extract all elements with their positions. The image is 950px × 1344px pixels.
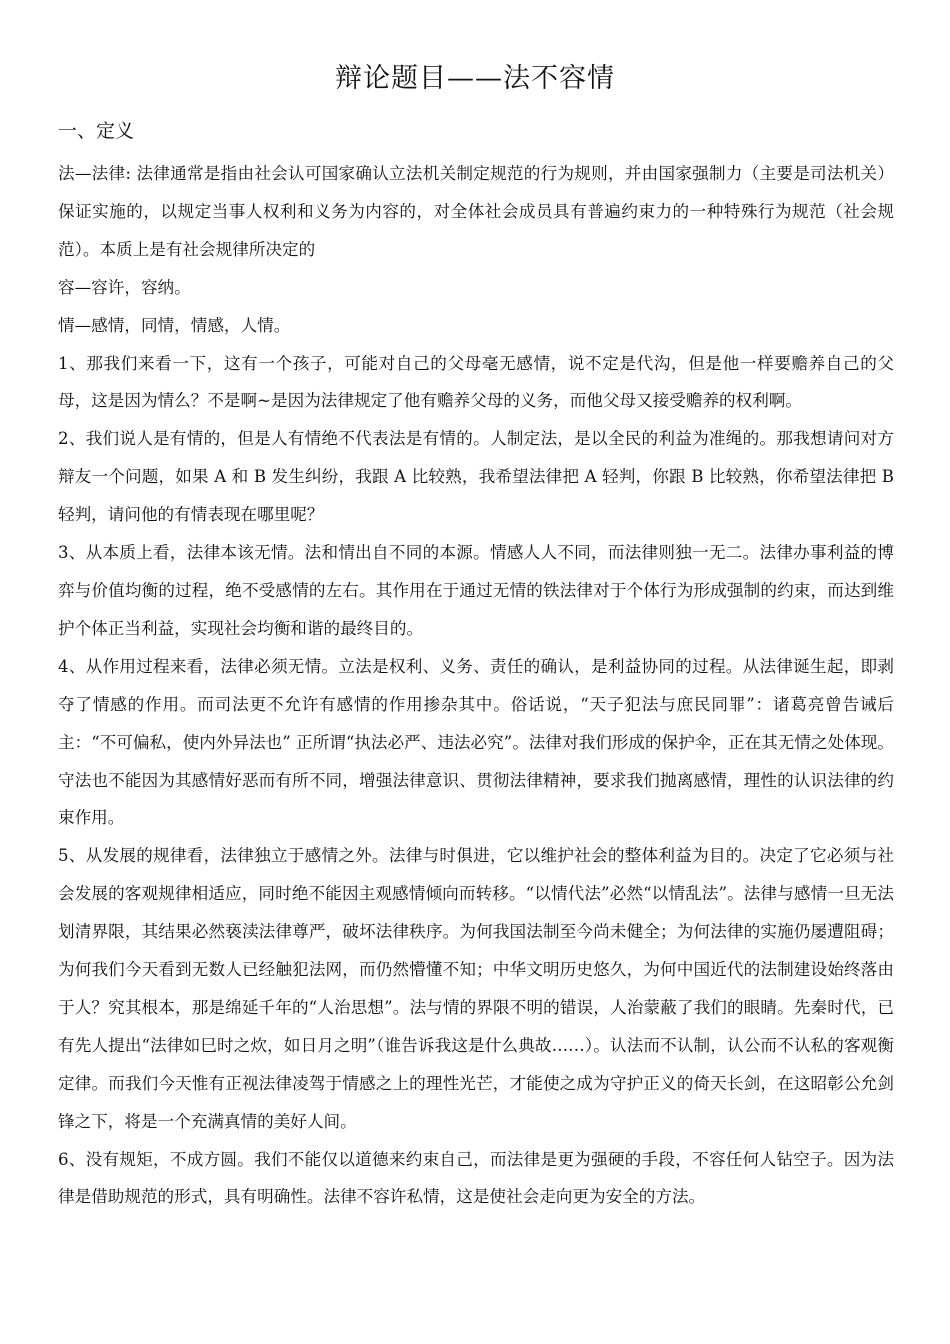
paragraph-definition-law: 法—法律: 法律通常是指由社会认可国家确认立法机关制定规范的行为规则，并由国家强制力（主要是司法机关）保证实施的，以规定当事人权利和义务为内容的，对全体社会成员具有普遍约束力的一种特殊行为规范（社会规范）。本质上是有社会规律所决定的 xyxy=(58,164,894,259)
paragraph-definition-qing: 情—感情，同情，情感，人情。 xyxy=(58,315,291,335)
paragraph-point-4: 4、从作用过程来看，法律必须无情。立法是权利、义务、责任的确认，是利益协同的过程。从法律诞生起，即剥夺了情感的作用。而司法更不允许有感情的作用掺杂其中。俗话说，“天子犯法与庶民同罪”：诸葛亮曾告诫后主：“不可偏私，使内外异法也” 正所谓“执法必严、违法必究”。法律对我们形成的保护伞，正在其无情之处体现。守法也不能因为其感情好恶而有所不同，增强法律意识、贯彻法律精神，要求我们抛离感情，理性的认识法律的约束作用。 xyxy=(58,656,894,828)
paragraph-point-2: 2、我们说人是有情的，但是人有情绝不代表法是有情的。人制定法，是以全民的利益为准绳的。那我想请问对方辩友一个问题，如果 A 和 B 发生纠纷，我跟 A 比较熟，我希望法律把 A 轻判，你跟 B 比较熟，你希望法律把 B 轻判，请问他的有情表现在哪里呢？ xyxy=(58,429,894,525)
paragraph-point-1: 1、那我们来看一下，这有一个孩子，可能对自己的父母毫无感情，说不定是代沟，但是他一样要赡养自己的父母，这是因为情么？不是啊~是因为法律规定了他有赡养父母的义务，而他父母又接受赡养的权利啊。 xyxy=(58,353,894,411)
document-body xyxy=(58,155,894,1216)
section-heading: 一、定义 xyxy=(58,120,135,142)
paragraph-definition-rong: 容—容许，容纳。 xyxy=(58,277,191,297)
paragraph-point-3: 3、从本质上看，法律本该无情。法和情出自不同的本源。情感人人不同，而法律则独一无二。法律办事利益的博弈与价值均衡的过程，绝不受感情的左右。其作用在于通过无情的铁法律对于个体行为形成强制的约束，而达到维护个体正当利益，实现社会均衡和谐的最终目的。 xyxy=(58,543,894,638)
document-title: 辩论题目——法不容情 xyxy=(335,63,615,94)
paragraph-point-6: 6、没有规矩，不成方圆。我们不能仅以道德来约束自己，而法律是更为强硬的手段，不容任何人钻空子。因为法律是借助规范的形式，具有明确性。法律不容许私情，这是使社会走向更为安全的方法。 xyxy=(58,1149,894,1207)
paragraph-point-5: 5、从发展的规律看，法律独立于感情之外。法律与时俱进，它以维护社会的整体利益为目的。决定了它必须与社会发展的客观规律相适应，同时绝不能因主观感情倾向而转移。“以情代法”必然“以情乱法”。法律与感情一旦无法划清界限，其结果必然亵渎法律尊严，破坏法律秩序。为何我国法制至今尚未健全；为何法律的实施仍屡遭阻碍；为何我们今天看到无数人已经触犯法网，而仍然懵懂不知；中华文明历史悠久，为何中国近代的法制建设始终落由于人？究其根本，那是绵延千年的“人治思想”。法与情的界限不明的错误，人治蒙蔽了我们的眼睛。先秦时代，已有先人提出“法律如巳时之炊，如日月之明”（谁告诉我这是什么典故……）。认法而不认制，认公而不认私的客观衡定律。而我们今天惟有正视法律凌驾于情感之上的理性光芒，才能使之成为守护正义的倚天长剑，在这昭彰公允剑锋之下，将是一个充满真情的美好人间。 xyxy=(58,846,894,1131)
